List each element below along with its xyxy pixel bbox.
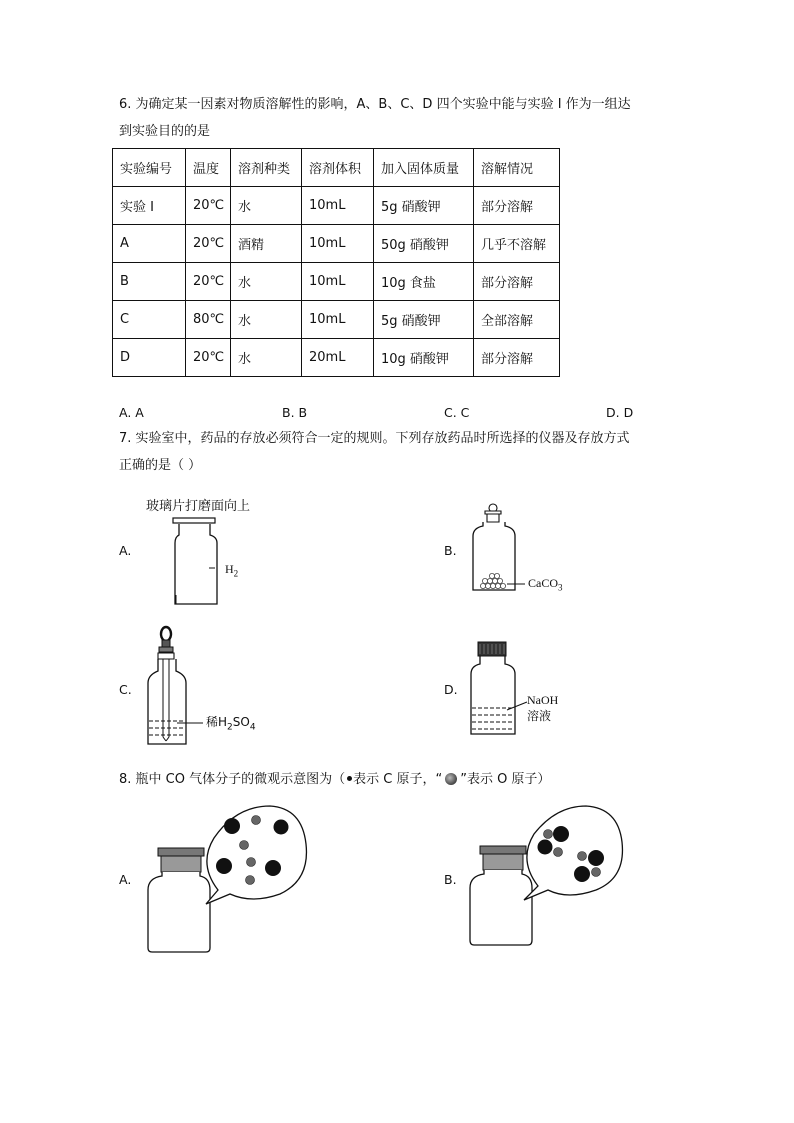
q8-stem-mid: 表示 C 原子，“: [353, 772, 443, 787]
table-cell: B: [113, 263, 186, 301]
table-cell: D: [113, 339, 186, 377]
q8-option-b-speech-bubble: [524, 806, 622, 900]
table-cell: 5g 硝酸钾: [374, 187, 474, 225]
table-header-cell: 溶剂种类: [231, 149, 302, 187]
q6-option-b[interactable]: B. B: [282, 405, 308, 420]
table-cell: 80℃: [186, 301, 231, 339]
q8-option-a-label[interactable]: A.: [119, 872, 132, 887]
table-cell: 水: [231, 263, 302, 301]
q7-option-b-chem: [528, 576, 563, 592]
q7-option-d-chem-line2: 溶液: [527, 709, 552, 723]
table-header-row: [113, 149, 560, 187]
table-header-cell: 溶解情况: [474, 149, 560, 187]
q7-option-c-dropper-bottle: [140, 625, 205, 750]
q7-option-d-bottle: [465, 640, 531, 740]
calcium-carbonate-granules: [480, 573, 505, 588]
q7-stem-line1: 7. 实验室中，药品的存放必须符合一定的规则。下列存放药品时所选择的仪器及存放方式: [119, 431, 630, 446]
q8-stem-post: ”表示 O 原子）: [460, 772, 551, 787]
q7-option-a-label[interactable]: A.: [119, 543, 132, 558]
q7-option-a-chem: [225, 562, 238, 578]
table-cell: 水: [231, 187, 302, 225]
table-cell: 部分溶解: [474, 263, 560, 301]
table-cell: 10g 食盐: [374, 263, 474, 301]
q7-option-a-bottle: [165, 515, 260, 610]
q7-option-a-chem-text: H: [225, 562, 234, 576]
q7-option-c-chem-text2: SO: [232, 715, 250, 729]
q6-stem-line1: 6. 为确定某一因素对物质溶解性的影响，A、B、C、D 四个实验中能与实验 I 作为一组达: [119, 97, 631, 112]
table-header-cell: 温度: [186, 149, 231, 187]
table-cell: 10g 硝酸钾: [374, 339, 474, 377]
table-cell: 部分溶解: [474, 187, 560, 225]
table-cell: 部分溶解: [474, 339, 560, 377]
table-cell: 50g 硝酸钾: [374, 225, 474, 263]
table-row: [113, 187, 560, 225]
q8-option-b-bottle: [470, 846, 532, 945]
table-cell: 10mL: [302, 225, 374, 263]
table-cell: 20℃: [186, 225, 231, 263]
table-cell: 20℃: [186, 263, 231, 301]
q7-option-b-chem-text: CaCO: [528, 576, 558, 590]
table-cell: 5g 硝酸钾: [374, 301, 474, 339]
table-header-cell: 溶剂体积: [302, 149, 374, 187]
table-cell: 10mL: [302, 263, 374, 301]
q7-option-c-chem: [206, 713, 256, 732]
table-cell: C: [113, 301, 186, 339]
table-cell: 实验 I: [113, 187, 186, 225]
q7-option-c-chem-text: 稀H: [206, 715, 228, 729]
table-cell: 20mL: [302, 339, 374, 377]
oxygen-atom-legend-icon: [445, 773, 457, 785]
table-cell: 水: [231, 301, 302, 339]
q7-option-c-chem-sub2: 4: [249, 722, 256, 733]
q7-stem-line2: 正确的是（ ）: [119, 458, 202, 473]
table-header-cell: 加入固体质量: [374, 149, 474, 187]
table-cell: A: [113, 225, 186, 263]
q6-option-d[interactable]: D. D: [606, 405, 634, 420]
q7-option-a-chem-sub: 2: [233, 568, 239, 579]
q8-stem-pre: 8. 瓶中 CO 气体分子的微观示意图为（: [119, 772, 346, 787]
q8-option-b-figure: [462, 800, 637, 960]
q7-option-b-bottle: [465, 500, 527, 600]
q8-option-b-label[interactable]: B.: [444, 872, 457, 887]
q8-stem: [119, 770, 550, 790]
table-cell: 10mL: [302, 187, 374, 225]
carbon-atom-legend-icon: [347, 776, 352, 781]
q6-option-c[interactable]: C. C: [444, 405, 470, 420]
table-header-cell: 实验编号: [113, 149, 186, 187]
q7-option-c-chem-sub1: 2: [227, 722, 233, 733]
table-cell: 酒精: [231, 225, 302, 263]
table-row: [113, 339, 560, 377]
q7-option-d-label[interactable]: D.: [444, 682, 458, 697]
table-cell: 几乎不溶解: [474, 225, 560, 263]
q7-option-d-chem: [527, 692, 558, 724]
q7-option-a-caption: 玻璃片打磨面向上: [146, 499, 251, 514]
q8-option-a-figure: [140, 800, 315, 960]
table-row: [113, 225, 560, 263]
table-cell: 水: [231, 339, 302, 377]
table-row: [113, 301, 560, 339]
table-cell: 20℃: [186, 187, 231, 225]
experiment-table: [112, 148, 560, 377]
q8-option-a-bottle: [148, 848, 210, 952]
q6-option-a[interactable]: A. A: [119, 405, 144, 420]
table-row: [113, 263, 560, 301]
q7-option-c-label[interactable]: C.: [119, 682, 132, 697]
table-cell: 全部溶解: [474, 301, 560, 339]
table-cell: 10mL: [302, 301, 374, 339]
q7-option-d-chem-line1: NaOH: [527, 693, 559, 707]
q7-option-b-chem-sub: 3: [558, 582, 563, 593]
table-cell: 20℃: [186, 339, 231, 377]
q6-stem-line2: 到实验目的的是: [119, 124, 211, 139]
q7-option-b-label[interactable]: B.: [444, 543, 457, 558]
